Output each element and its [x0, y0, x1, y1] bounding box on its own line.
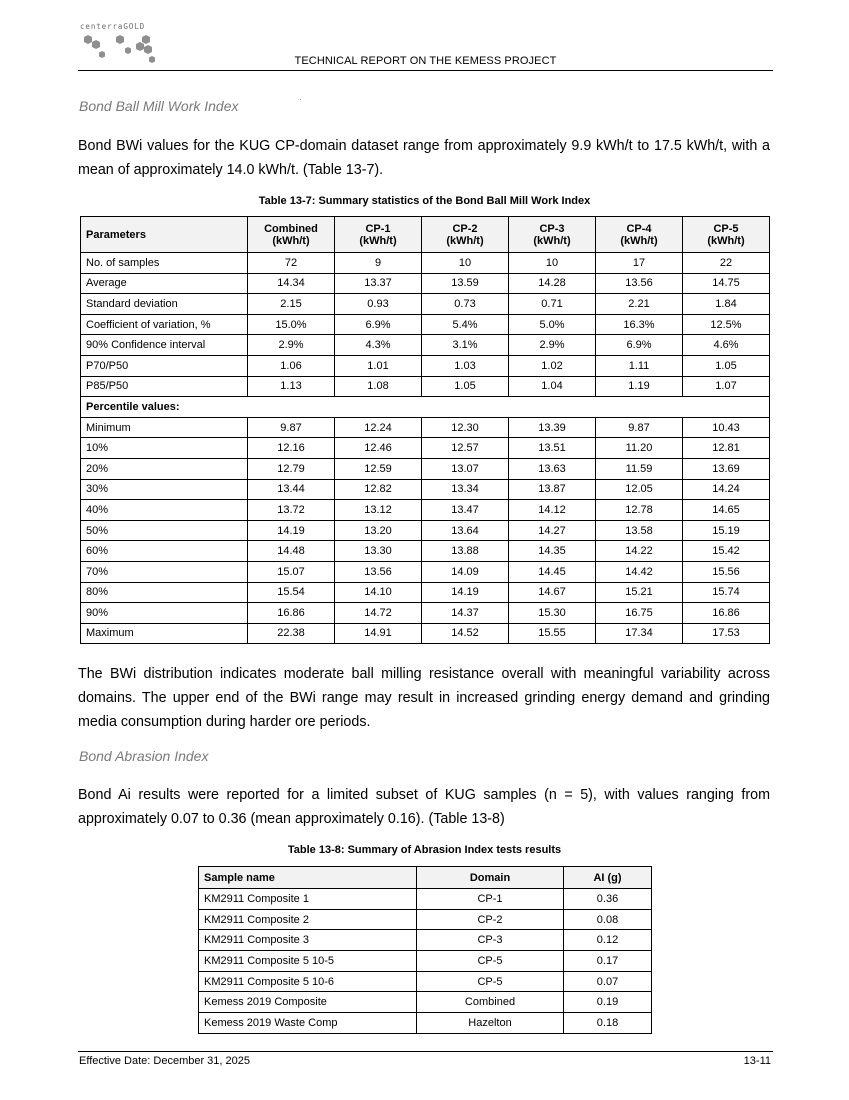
table-cell: 10.43 — [683, 417, 770, 438]
row-label: No. of samples — [81, 253, 248, 274]
table-row — [81, 520, 770, 541]
table-cell: 12.78 — [596, 500, 683, 521]
bwi-summary-table — [80, 216, 770, 644]
row-label: Average — [81, 273, 248, 294]
table-cell: 12.79 — [248, 458, 335, 479]
table-cell: 11.59 — [596, 458, 683, 479]
table-cell: 13.20 — [335, 520, 422, 541]
table-cell: CP-2 — [417, 909, 564, 930]
table-cell: 13.72 — [248, 500, 335, 521]
table-cell: 15.74 — [683, 582, 770, 603]
table-cell: 2.21 — [596, 294, 683, 315]
row-label: 50% — [81, 520, 248, 541]
table-cell: 72 — [248, 253, 335, 274]
row-label: 70% — [81, 561, 248, 582]
table-cell: 22.38 — [248, 623, 335, 644]
table-cell: 13.47 — [422, 500, 509, 521]
table-cell: 1.05 — [422, 376, 509, 397]
column-header — [81, 217, 248, 253]
table-cell: 14.67 — [509, 582, 596, 603]
column-header — [509, 217, 596, 253]
table-row — [199, 992, 652, 1013]
table-cell: 1.19 — [596, 376, 683, 397]
table-cell: 12.24 — [335, 417, 422, 438]
table-cell: 14.72 — [335, 603, 422, 624]
table-cell: 16.86 — [683, 603, 770, 624]
table-cell: 5.4% — [422, 314, 509, 335]
table-cell: 16.3% — [596, 314, 683, 335]
table-cell: 15.21 — [596, 582, 683, 603]
row-label: 90% Confidence interval — [81, 335, 248, 356]
paragraph-ai-results: Bond Ai results were reported for a limited subset of KUG samples (n = 5), with values ranging from approximately 0.07 to 0.36 (mean approximately 0.16). (Table 13-8) — [78, 787, 770, 827]
table-row — [81, 458, 770, 479]
row-label: Kemess 2019 Waste Comp — [199, 1013, 417, 1034]
table-cell: 1.08 — [335, 376, 422, 397]
table-caption-13-7: Table 13-7: Summary statistics of the Bond Ball Mill Work Index — [258, 195, 591, 207]
table-cell: 13.51 — [509, 438, 596, 459]
row-label: KM2911 Composite 2 — [199, 909, 417, 930]
table-cell: 1.11 — [596, 355, 683, 376]
table-row — [81, 541, 770, 562]
table-cell: 14.37 — [422, 603, 509, 624]
table-cell: 13.69 — [683, 458, 770, 479]
table-cell: 14.75 — [683, 273, 770, 294]
table-row — [81, 603, 770, 624]
row-label: Minimum — [81, 417, 248, 438]
table-cell: 3.1% — [422, 335, 509, 356]
table-cell: 0.08 — [564, 909, 652, 930]
table-cell: 1.13 — [248, 376, 335, 397]
table-cell: 14.27 — [509, 520, 596, 541]
table-cell: 6.9% — [335, 314, 422, 335]
table-cell: 13.34 — [422, 479, 509, 500]
table-row — [81, 273, 770, 294]
table-cell: 1.01 — [335, 355, 422, 376]
table-cell: 14.19 — [422, 582, 509, 603]
table-row — [81, 438, 770, 459]
table-cell: 14.91 — [335, 623, 422, 644]
column-header: AI (g) — [564, 867, 652, 889]
row-label: KM2911 Composite 3 — [199, 930, 417, 951]
table-cell: 15.56 — [683, 561, 770, 582]
table-cell: 4.6% — [683, 335, 770, 356]
table-cell: 13.12 — [335, 500, 422, 521]
table-row — [81, 335, 770, 356]
table-cell: 15.19 — [683, 520, 770, 541]
row-label: 20% — [81, 458, 248, 479]
table-cell: 1.07 — [683, 376, 770, 397]
stray-mark — [300, 99, 301, 100]
table-cell: CP-1 — [417, 889, 564, 910]
table-cell: CP-3 — [417, 930, 564, 951]
section-row — [81, 397, 770, 418]
table-cell: 0.36 — [564, 889, 652, 910]
table-row — [199, 930, 652, 951]
table-cell: 15.30 — [509, 603, 596, 624]
table-row — [81, 561, 770, 582]
table-cell: 0.19 — [564, 992, 652, 1013]
table-cell: Hazelton — [417, 1013, 564, 1034]
section-heading-bond-abrasion: Bond Abrasion Index — [79, 748, 209, 764]
percentile-section-label: Percentile values: — [81, 397, 770, 418]
effective-date: Effective Date: December 31, 2025 — [79, 1055, 251, 1067]
table-cell: 12.16 — [248, 438, 335, 459]
table-cell: 13.63 — [509, 458, 596, 479]
table-cell: 12.81 — [683, 438, 770, 459]
table-row — [199, 889, 652, 910]
table-cell: 17.53 — [683, 623, 770, 644]
table-body — [199, 889, 652, 1034]
column-header-name: Parameters — [86, 228, 146, 241]
table-cell: 13.59 — [422, 273, 509, 294]
table-cell: 13.30 — [335, 541, 422, 562]
table-cell: 13.56 — [335, 561, 422, 582]
column-header: Sample name — [199, 867, 417, 889]
table-row — [199, 971, 652, 992]
table-cell: 14.52 — [422, 623, 509, 644]
abrasion-index-table — [198, 866, 652, 1034]
table-header-row — [199, 867, 652, 889]
row-label: Coefficient of variation, % — [81, 314, 248, 335]
table-row — [81, 376, 770, 397]
column-header-unit: (kWh/t) — [359, 234, 397, 247]
table-cell: 17.34 — [596, 623, 683, 644]
table-cell: 10 — [509, 253, 596, 274]
column-header-name: Combined — [264, 222, 318, 235]
table-cell: CP-5 — [417, 951, 564, 972]
paragraph-bwi-discussion: The BWi distribution indicates moderate ball milling resistance overall with meaningful variability across domains. The upper end of the BWi range may result in increased grinding energy demand and grinding media consumption during harder ore periods. — [78, 666, 770, 730]
column-header — [683, 217, 770, 253]
table-cell: 14.48 — [248, 541, 335, 562]
table-cell: 13.07 — [422, 458, 509, 479]
column-header-name: CP-2 — [452, 222, 478, 235]
table-cell: 14.10 — [335, 582, 422, 603]
table-cell: 0.71 — [509, 294, 596, 315]
row-label: P70/P50 — [81, 355, 248, 376]
table-row — [81, 623, 770, 644]
row-label: 60% — [81, 541, 248, 562]
table-cell: 15.55 — [509, 623, 596, 644]
row-label: KM2911 Composite 1 — [199, 889, 417, 910]
table-cell: 17 — [596, 253, 683, 274]
table-cell: 14.12 — [509, 500, 596, 521]
table-cell: 13.87 — [509, 479, 596, 500]
row-label: 40% — [81, 500, 248, 521]
table-cell: CP-5 — [417, 971, 564, 992]
table-cell: 13.56 — [596, 273, 683, 294]
row-label: 30% — [81, 479, 248, 500]
row-label: KM2911 Composite 5 10-6 — [199, 971, 417, 992]
page-number: 13-11 — [743, 1055, 771, 1067]
table-cell: 16.75 — [596, 603, 683, 624]
table-cell: 14.45 — [509, 561, 596, 582]
column-header-unit: (kWh/t) — [707, 234, 745, 247]
table-cell: 9.87 — [248, 417, 335, 438]
table-row — [81, 479, 770, 500]
row-label: 90% — [81, 603, 248, 624]
column-header-unit: (kWh/t) — [272, 234, 310, 247]
table-row — [199, 1013, 652, 1034]
column-header-name: CP-1 — [365, 222, 391, 235]
table-cell: 22 — [683, 253, 770, 274]
table-cell: 15.07 — [248, 561, 335, 582]
row-label: 10% — [81, 438, 248, 459]
row-label: P85/P50 — [81, 376, 248, 397]
table-cell: 1.84 — [683, 294, 770, 315]
table-cell: 0.12 — [564, 930, 652, 951]
table-cell: 9.87 — [596, 417, 683, 438]
table-cell: 4.3% — [335, 335, 422, 356]
table-cell: 12.46 — [335, 438, 422, 459]
table-cell: 16.86 — [248, 603, 335, 624]
row-label: KM2911 Composite 5 10-5 — [199, 951, 417, 972]
column-header-unit: (kWh/t) — [620, 234, 658, 247]
column-header: Domain — [417, 867, 564, 889]
table-cell: 0.07 — [564, 971, 652, 992]
table-cell: 11.20 — [596, 438, 683, 459]
table-cell: 12.05 — [596, 479, 683, 500]
table-row — [81, 417, 770, 438]
table-cell: 0.17 — [564, 951, 652, 972]
table-cell: 12.82 — [335, 479, 422, 500]
column-header-name: CP-5 — [713, 222, 739, 235]
table-cell: 1.05 — [683, 355, 770, 376]
logo-wordmark: centerraGOLD — [80, 22, 145, 31]
table-cell: 9 — [335, 253, 422, 274]
paragraph-bwi-range: Bond BWi values for the KUG CP-domain dataset range from approximately 9.9 kWh/t to 17.5 kWh/t, with a mean of approximately 14.0 kWh/t. (Table 13-7). — [78, 138, 770, 178]
table-cell: 2.9% — [509, 335, 596, 356]
table-cell: 13.37 — [335, 273, 422, 294]
footer-divider — [78, 1051, 773, 1052]
table-cell: 1.02 — [509, 355, 596, 376]
table-cell: 12.59 — [335, 458, 422, 479]
column-header-unit: (kWh/t) — [446, 234, 484, 247]
table-cell: 2.15 — [248, 294, 335, 315]
table-row — [81, 500, 770, 521]
table-cell: 13.64 — [422, 520, 509, 541]
row-label: Standard deviation — [81, 294, 248, 315]
table-cell: 10 — [422, 253, 509, 274]
table-cell: 6.9% — [596, 335, 683, 356]
table-cell: 1.06 — [248, 355, 335, 376]
table-header-row — [81, 217, 770, 253]
section-heading-bond-ball-mill: Bond Ball Mill Work Index — [79, 98, 239, 114]
report-title: TECHNICAL REPORT ON THE KEMESS PROJECT — [294, 55, 557, 67]
table-cell: Combined — [417, 992, 564, 1013]
table-cell: 12.5% — [683, 314, 770, 335]
column-header — [248, 217, 335, 253]
table-cell: 0.73 — [422, 294, 509, 315]
table-row — [81, 294, 770, 315]
column-header — [422, 217, 509, 253]
table-cell: 0.93 — [335, 294, 422, 315]
table-body — [81, 253, 770, 644]
column-header-name: CP-4 — [626, 222, 652, 235]
table-row — [81, 355, 770, 376]
table-cell: 14.09 — [422, 561, 509, 582]
table-cell: 13.58 — [596, 520, 683, 541]
table-cell: 12.57 — [422, 438, 509, 459]
table-cell: 14.34 — [248, 273, 335, 294]
table-cell: 14.65 — [683, 500, 770, 521]
row-label: 80% — [81, 582, 248, 603]
table-cell: 15.42 — [683, 541, 770, 562]
table-cell: 13.39 — [509, 417, 596, 438]
table-cell: 14.24 — [683, 479, 770, 500]
table-cell: 2.9% — [248, 335, 335, 356]
table-cell: 1.04 — [509, 376, 596, 397]
row-label: Kemess 2019 Composite — [199, 992, 417, 1013]
table-row — [199, 951, 652, 972]
table-cell: 15.54 — [248, 582, 335, 603]
row-label: Maximum — [81, 623, 248, 644]
table-cell: 14.19 — [248, 520, 335, 541]
table-row — [81, 314, 770, 335]
column-header-unit: (kWh/t) — [533, 234, 571, 247]
table-cell: 1.03 — [422, 355, 509, 376]
table-cell: 12.30 — [422, 417, 509, 438]
column-header — [335, 217, 422, 253]
table-cell: 14.28 — [509, 273, 596, 294]
table-row — [81, 253, 770, 274]
table-cell: 13.44 — [248, 479, 335, 500]
table-cell: 0.18 — [564, 1013, 652, 1034]
table-cell: 14.42 — [596, 561, 683, 582]
table-row — [199, 909, 652, 930]
column-header — [596, 217, 683, 253]
column-header-name: CP-3 — [539, 222, 565, 235]
header-divider — [78, 70, 773, 71]
table-cell: 14.22 — [596, 541, 683, 562]
table-caption-13-8: Table 13-8: Summary of Abrasion Index tests results — [287, 844, 562, 856]
table-cell: 14.35 — [509, 541, 596, 562]
table-cell: 5.0% — [509, 314, 596, 335]
table-cell: 15.0% — [248, 314, 335, 335]
table-row — [81, 582, 770, 603]
table-cell: 13.88 — [422, 541, 509, 562]
